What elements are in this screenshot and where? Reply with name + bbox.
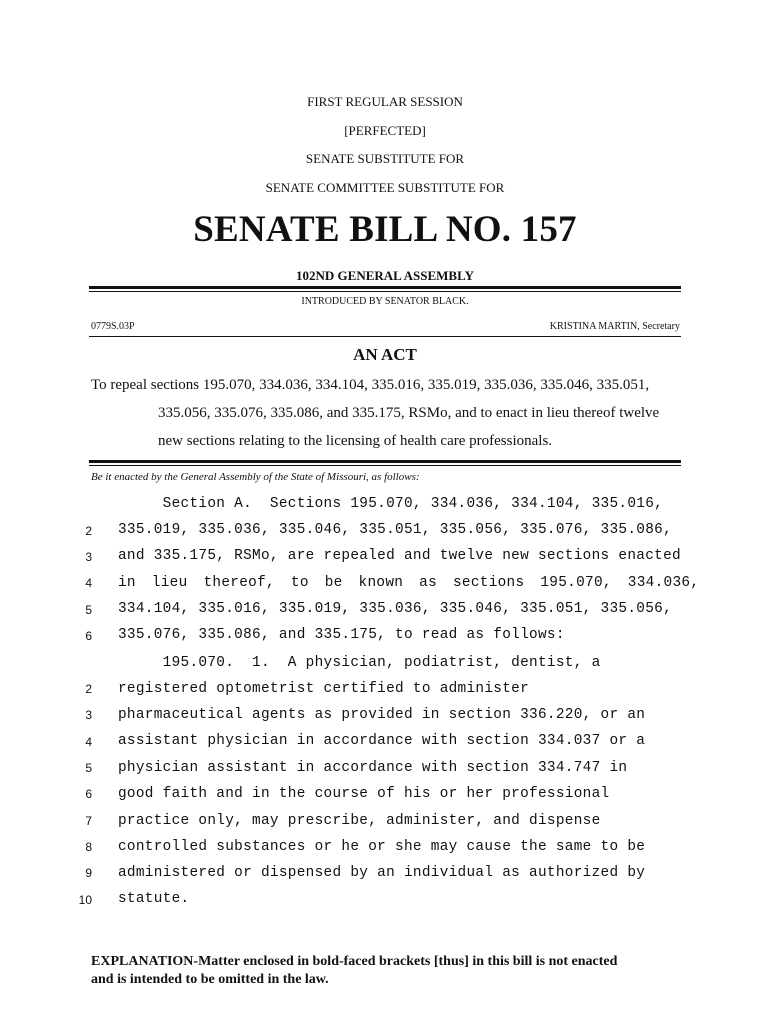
section-a-line: in lieu thereof, to be known as sections 195.070, 334.036, [118, 575, 700, 591]
line-number: 3 [85, 550, 92, 564]
line-number: 2 [85, 524, 92, 538]
section-195-line: 195.070. 1. A physician, podiatrist, dentist, a [118, 655, 601, 671]
section-195-line: controlled substances or he or she may cause the same to be [118, 839, 646, 855]
section-195-line: registered optometrist certified to administer [118, 681, 530, 697]
bill-code: 0779S.03P [91, 321, 135, 332]
enacting-clause: Be it enacted by the General Assembly of the State of Missouri, as follows: [91, 471, 420, 483]
section-195-line: practice only, may prescribe, administer, and dispense [118, 813, 601, 829]
line-number: 7 [85, 814, 92, 828]
act-rule [89, 336, 681, 337]
section-a-line: 334.104, 335.016, 335.019, 335.036, 335.046, 335.051, 335.056, [118, 601, 673, 617]
section-195-line: good faith and in the course of his or her professional [118, 786, 610, 802]
line-number: 10 [78, 893, 92, 907]
line-number: 4 [85, 576, 92, 590]
section-195-line: assistant physician in accordance with section 334.037 or a [118, 733, 646, 749]
line-number: 8 [85, 840, 92, 854]
body-rule-thick [89, 460, 681, 463]
act-text-line: 335.056, 335.076, 335.086, and 335.175, RSMo, and to enact in lieu thereof twelve [158, 405, 660, 421]
substitute-label: SENATE SUBSTITUTE FOR [305, 151, 465, 166]
session-label: FIRST REGULAR SESSION [307, 94, 463, 109]
body-rule-thin [89, 465, 681, 466]
bill-title: SENATE BILL NO. 157 [193, 209, 577, 250]
section-195-line: physician assistant in accordance with section 334.747 in [118, 760, 628, 776]
section-a-line: and 335.175, RSMo, are repealed and twelve new sections enacted [118, 548, 681, 564]
explanation-line: and is intended to be omitted in the law. [91, 972, 329, 987]
line-number: 6 [85, 629, 92, 643]
line-number: 3 [85, 708, 92, 722]
introduced-by: INTRODUCED BY SENATOR BLACK. [301, 296, 469, 307]
explanation-line: EXPLANATION-Matter enclosed in bold-faced brackets [thus] in this bill is not enacted [91, 954, 618, 969]
header-rule-thick [89, 286, 681, 289]
explanation-note [91, 953, 691, 989]
line-number: 9 [85, 866, 92, 880]
line-number: 5 [85, 603, 92, 617]
line-number: 6 [85, 787, 92, 801]
section-a-line: 335.076, 335.086, and 335.175, to read as follows: [118, 627, 565, 643]
section-a-line: Section A. Sections 195.070, 334.036, 334.104, 335.016, [118, 496, 664, 512]
line-number: 4 [85, 735, 92, 749]
section-195-line: administered or dispensed by an individual as authorized by [118, 865, 646, 881]
section-195-line: pharmaceutical agents as provided in section 336.220, or an [118, 707, 646, 723]
act-heading: AN ACT [353, 345, 417, 364]
line-number: 5 [85, 761, 92, 775]
act-text-line: new sections relating to the licensing of health care professionals. [158, 433, 553, 449]
secretary: KRISTINA MARTIN, Secretary [549, 321, 680, 332]
committee-substitute-label: SENATE COMMITTEE SUBSTITUTE FOR [265, 180, 505, 195]
perfected-label: [PERFECTED] [344, 123, 426, 138]
line-number: 2 [85, 682, 92, 696]
header-rule-thin [89, 291, 681, 292]
section-a-line: 335.019, 335.036, 335.046, 335.051, 335.056, 335.076, 335.086, [118, 522, 673, 538]
act-text-line: To repeal sections 195.070, 334.036, 334.104, 335.016, 335.019, 335.036, 335.046, 335.051, [91, 377, 650, 393]
section-195-line: statute. [118, 891, 190, 907]
assembly-label: 102ND GENERAL ASSEMBLY [296, 268, 474, 283]
